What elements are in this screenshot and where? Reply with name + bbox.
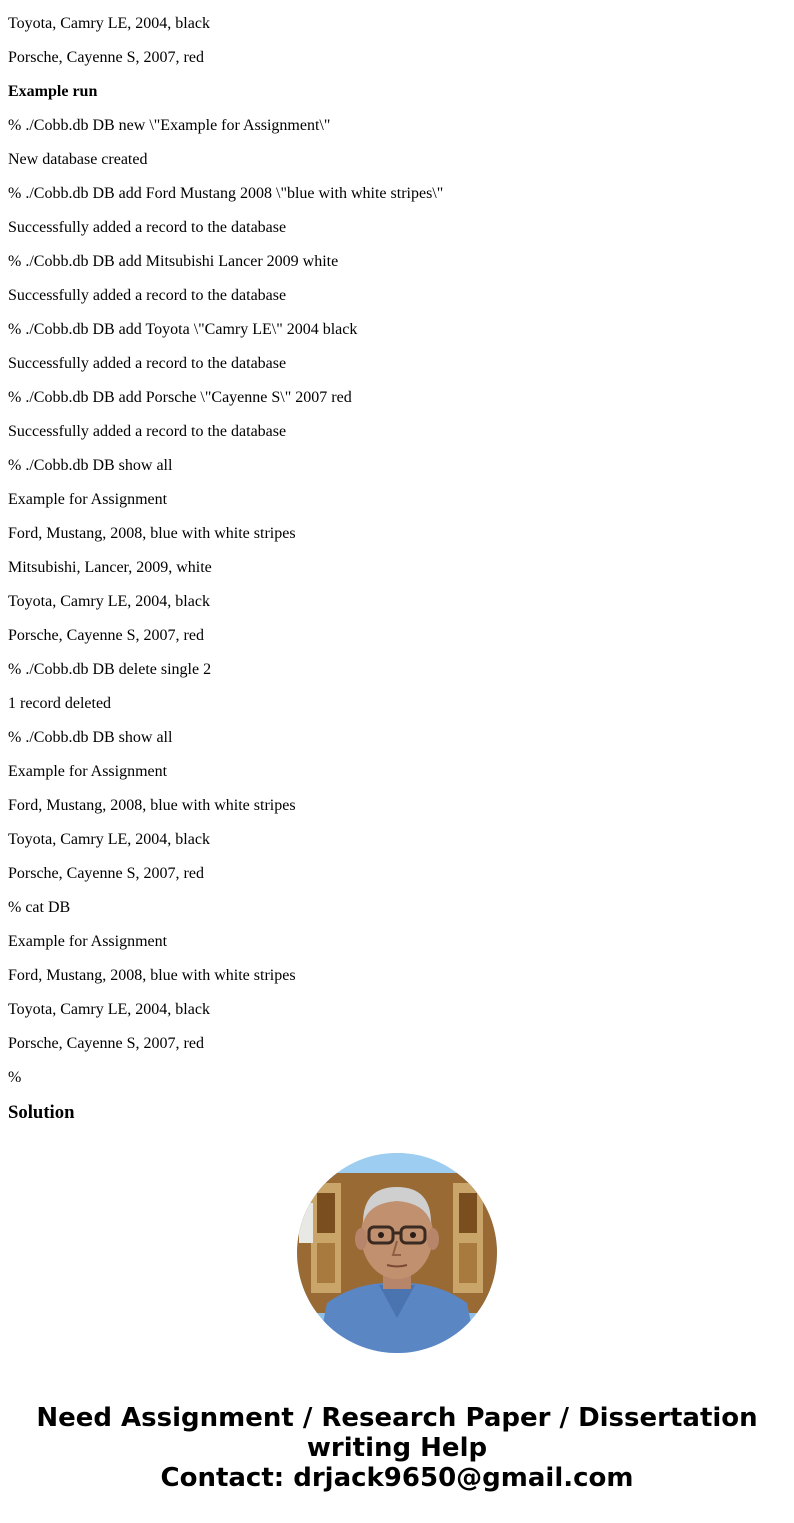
command-line: % ./Cobb.db DB add Porsche \"Cayenne S\" 2007 red	[8, 389, 352, 406]
person-photo-icon	[297, 1153, 497, 1353]
solution-heading: Solution	[8, 1102, 75, 1122]
output-line: Successfully added a record to the database	[8, 423, 287, 440]
output-line: Porsche, Cayenne S, 2007, red	[8, 627, 204, 644]
output-line: Successfully added a record to the database	[8, 287, 287, 304]
prompt-line: %	[8, 1069, 22, 1086]
command-line: % ./Cobb.db DB add Mitsubishi Lancer 2009 white	[8, 253, 339, 270]
command-line: % ./Cobb.db DB delete single 2	[8, 661, 212, 678]
command-line: % ./Cobb.db DB show all	[8, 729, 173, 746]
output-line: Example for Assignment	[8, 491, 168, 508]
output-line: Mitsubishi, Lancer, 2009, white	[8, 559, 212, 576]
output-line: Ford, Mustang, 2008, blue with white stripes	[8, 797, 296, 814]
text-line: Porsche, Cayenne S, 2007, red	[8, 49, 204, 66]
output-line: 1 record deleted	[8, 695, 112, 712]
output-line: Example for Assignment	[8, 933, 168, 950]
command-line: % ./Cobb.db DB add Toyota \"Camry LE\" 2004 black	[8, 321, 358, 338]
section-heading: Example run	[8, 83, 98, 100]
text-line: Toyota, Camry LE, 2004, black	[8, 15, 210, 32]
command-line: % ./Cobb.db DB add Ford Mustang 2008 \"blue with white stripes\"	[8, 185, 444, 202]
output-line: Ford, Mustang, 2008, blue with white stripes	[8, 525, 296, 542]
output-line: Toyota, Camry LE, 2004, black	[8, 593, 210, 610]
promo-line: Need Assignment / Research Paper / Dissertation	[36, 1403, 758, 1433]
document-body	[8, 0, 786, 1122]
promo-line: writing Help	[306, 1433, 488, 1463]
output-line: Successfully added a record to the database	[8, 355, 287, 372]
output-line: Example for Assignment	[8, 763, 168, 780]
output-line: New database created	[8, 151, 148, 168]
output-line: Porsche, Cayenne S, 2007, red	[8, 865, 204, 882]
avatar	[297, 1153, 497, 1353]
output-line: Ford, Mustang, 2008, blue with white stripes	[8, 967, 296, 984]
command-line: % ./Cobb.db DB show all	[8, 457, 173, 474]
output-line: Successfully added a record to the database	[8, 219, 287, 236]
promo-banner	[0, 1403, 794, 1493]
output-line: Porsche, Cayenne S, 2007, red	[8, 1035, 204, 1052]
command-line: % ./Cobb.db DB new \"Example for Assignment\"	[8, 117, 331, 134]
contact-line: Contact: drjack9650@gmail.com	[160, 1463, 634, 1493]
command-line: % cat DB	[8, 899, 71, 916]
output-line: Toyota, Camry LE, 2004, black	[8, 831, 210, 848]
output-line: Toyota, Camry LE, 2004, black	[8, 1001, 210, 1018]
